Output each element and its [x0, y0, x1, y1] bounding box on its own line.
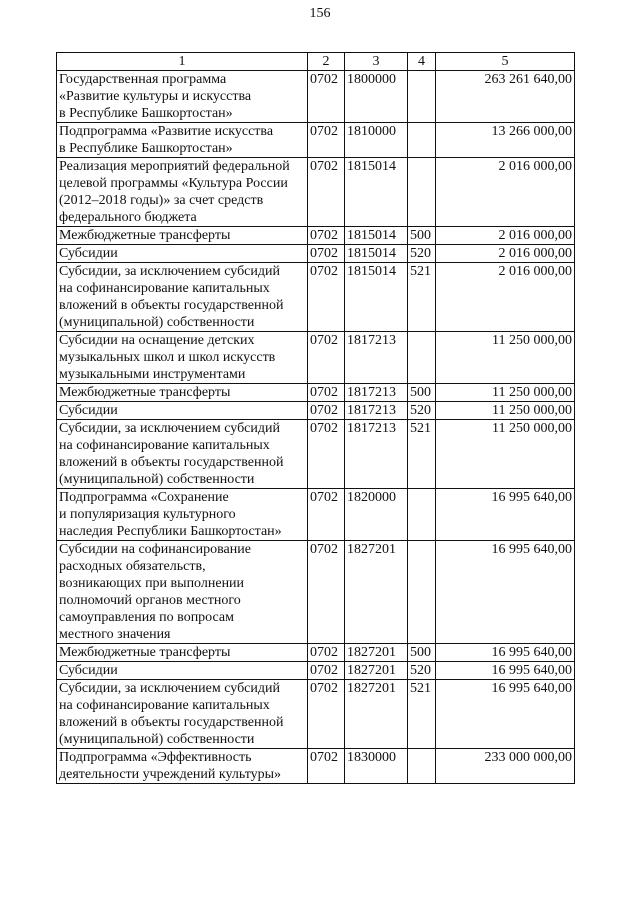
row-article-cell: 1815014 — [345, 158, 408, 227]
row-amount-cell: 11 250 000,00 — [436, 332, 575, 384]
row-section-cell: 0702 — [308, 662, 345, 680]
row-article-cell: 1815014 — [345, 263, 408, 332]
row-amount-cell: 16 995 640,00 — [436, 680, 575, 749]
row-amount-cell: 2 016 000,00 — [436, 245, 575, 263]
row-amount-cell: 16 995 640,00 — [436, 662, 575, 680]
table-row — [57, 749, 575, 784]
row-expense-type-cell: 500 — [408, 227, 436, 245]
column-header-5: 5 — [436, 53, 575, 71]
row-name-cell: Межбюджетные трансферты — [57, 227, 308, 245]
table-row — [57, 227, 575, 245]
table-body — [57, 71, 575, 784]
row-name-cell: Межбюджетные трансферты — [57, 384, 308, 402]
table-row — [57, 245, 575, 263]
row-expense-type-cell — [408, 489, 436, 541]
row-article-cell: 1817213 — [345, 332, 408, 384]
row-article-cell: 1815014 — [345, 227, 408, 245]
row-section-cell: 0702 — [308, 680, 345, 749]
row-expense-type-cell: 521 — [408, 420, 436, 489]
row-name-cell: Подпрограмма «Эффективность деятельности учреждений культуры» — [57, 749, 308, 784]
table-row — [57, 402, 575, 420]
row-name-cell: Субсидии — [57, 245, 308, 263]
row-amount-cell: 16 995 640,00 — [436, 644, 575, 662]
row-section-cell: 0702 — [308, 749, 345, 784]
page-number: 156 — [309, 6, 331, 21]
row-section-cell: 0702 — [308, 332, 345, 384]
row-amount-cell: 11 250 000,00 — [436, 420, 575, 489]
row-section-cell: 0702 — [308, 227, 345, 245]
column-header-1: 1 — [57, 53, 308, 71]
row-section-cell: 0702 — [308, 420, 345, 489]
row-section-cell: 0702 — [308, 263, 345, 332]
row-article-cell: 1820000 — [345, 489, 408, 541]
header-row — [57, 53, 575, 71]
table-row — [57, 263, 575, 332]
row-amount-cell: 16 995 640,00 — [436, 541, 575, 644]
row-name-cell: Субсидии, за исключением субсидий на софинансирование капитальных вложений в объекты государственной (муниципальной) собственности — [57, 263, 308, 332]
row-section-cell: 0702 — [308, 245, 345, 263]
row-amount-cell: 16 995 640,00 — [436, 489, 575, 541]
row-article-cell: 1827201 — [345, 644, 408, 662]
row-expense-type-cell: 521 — [408, 680, 436, 749]
row-amount-cell: 263 261 640,00 — [436, 71, 575, 123]
row-article-cell: 1810000 — [345, 123, 408, 158]
row-name-cell: Субсидии, за исключением субсидий на софинансирование капитальных вложений в объекты государственной (муниципальной) собственности — [57, 680, 308, 749]
table-row — [57, 662, 575, 680]
row-name-cell: Государственная программа «Развитие культуры и искусства в Республике Башкортостан» — [57, 71, 308, 123]
table-row — [57, 71, 575, 123]
row-amount-cell: 11 250 000,00 — [436, 402, 575, 420]
row-expense-type-cell: 521 — [408, 263, 436, 332]
row-expense-type-cell — [408, 749, 436, 784]
row-expense-type-cell: 500 — [408, 384, 436, 402]
table-row — [57, 644, 575, 662]
row-expense-type-cell: 520 — [408, 402, 436, 420]
row-section-cell: 0702 — [308, 541, 345, 644]
row-name-cell: Подпрограмма «Развитие искусства в Республике Башкортостан» — [57, 123, 308, 158]
table-row — [57, 123, 575, 158]
table-row — [57, 384, 575, 402]
column-header-3: 3 — [345, 53, 408, 71]
row-name-cell: Субсидии — [57, 662, 308, 680]
row-expense-type-cell: 520 — [408, 245, 436, 263]
row-amount-cell: 233 000 000,00 — [436, 749, 575, 784]
row-section-cell: 0702 — [308, 644, 345, 662]
column-header-4: 4 — [408, 53, 436, 71]
row-expense-type-cell — [408, 158, 436, 227]
table-row — [57, 158, 575, 227]
row-section-cell: 0702 — [308, 123, 345, 158]
table-row — [57, 541, 575, 644]
table-row — [57, 332, 575, 384]
row-article-cell: 1815014 — [345, 245, 408, 263]
row-amount-cell: 2 016 000,00 — [436, 227, 575, 245]
row-expense-type-cell — [408, 71, 436, 123]
table-row — [57, 489, 575, 541]
row-amount-cell: 2 016 000,00 — [436, 158, 575, 227]
table-row — [57, 420, 575, 489]
row-name-cell: Субсидии на оснащение детских музыкальных школ и школ искусств музыкальными инструментами — [57, 332, 308, 384]
row-amount-cell: 2 016 000,00 — [436, 263, 575, 332]
row-name-cell: Субсидии на софинансирование расходных обязательств, возникающих при выполнении полномочий органов местного самоуправления по вопросам местного значения — [57, 541, 308, 644]
row-article-cell: 1827201 — [345, 541, 408, 644]
budget-table — [56, 52, 575, 784]
row-article-cell: 1827201 — [345, 680, 408, 749]
row-name-cell: Подпрограмма «Сохранение и популяризация культурного наследия Республики Башкортостан» — [57, 489, 308, 541]
row-article-cell: 1827201 — [345, 662, 408, 680]
row-article-cell: 1830000 — [345, 749, 408, 784]
row-name-cell: Субсидии — [57, 402, 308, 420]
table-row — [57, 680, 575, 749]
row-amount-cell: 13 266 000,00 — [436, 123, 575, 158]
row-section-cell: 0702 — [308, 402, 345, 420]
row-expense-type-cell: 520 — [408, 662, 436, 680]
row-article-cell: 1817213 — [345, 384, 408, 402]
row-amount-cell: 11 250 000,00 — [436, 384, 575, 402]
row-article-cell: 1817213 — [345, 420, 408, 489]
row-section-cell: 0702 — [308, 158, 345, 227]
row-expense-type-cell — [408, 123, 436, 158]
row-expense-type-cell — [408, 332, 436, 384]
row-section-cell: 0702 — [308, 489, 345, 541]
row-section-cell: 0702 — [308, 384, 345, 402]
row-section-cell: 0702 — [308, 71, 345, 123]
row-article-cell: 1817213 — [345, 402, 408, 420]
row-expense-type-cell — [408, 541, 436, 644]
row-name-cell: Субсидии, за исключением субсидий на софинансирование капитальных вложений в объекты государственной (муниципальной) собственности — [57, 420, 308, 489]
row-name-cell: Реализация мероприятий федеральной целевой программы «Культура России (2012–2018 годы)» за счет средств федерального бюджета — [57, 158, 308, 227]
row-article-cell: 1800000 — [345, 71, 408, 123]
column-header-2: 2 — [308, 53, 345, 71]
row-name-cell: Межбюджетные трансферты — [57, 644, 308, 662]
row-expense-type-cell: 500 — [408, 644, 436, 662]
